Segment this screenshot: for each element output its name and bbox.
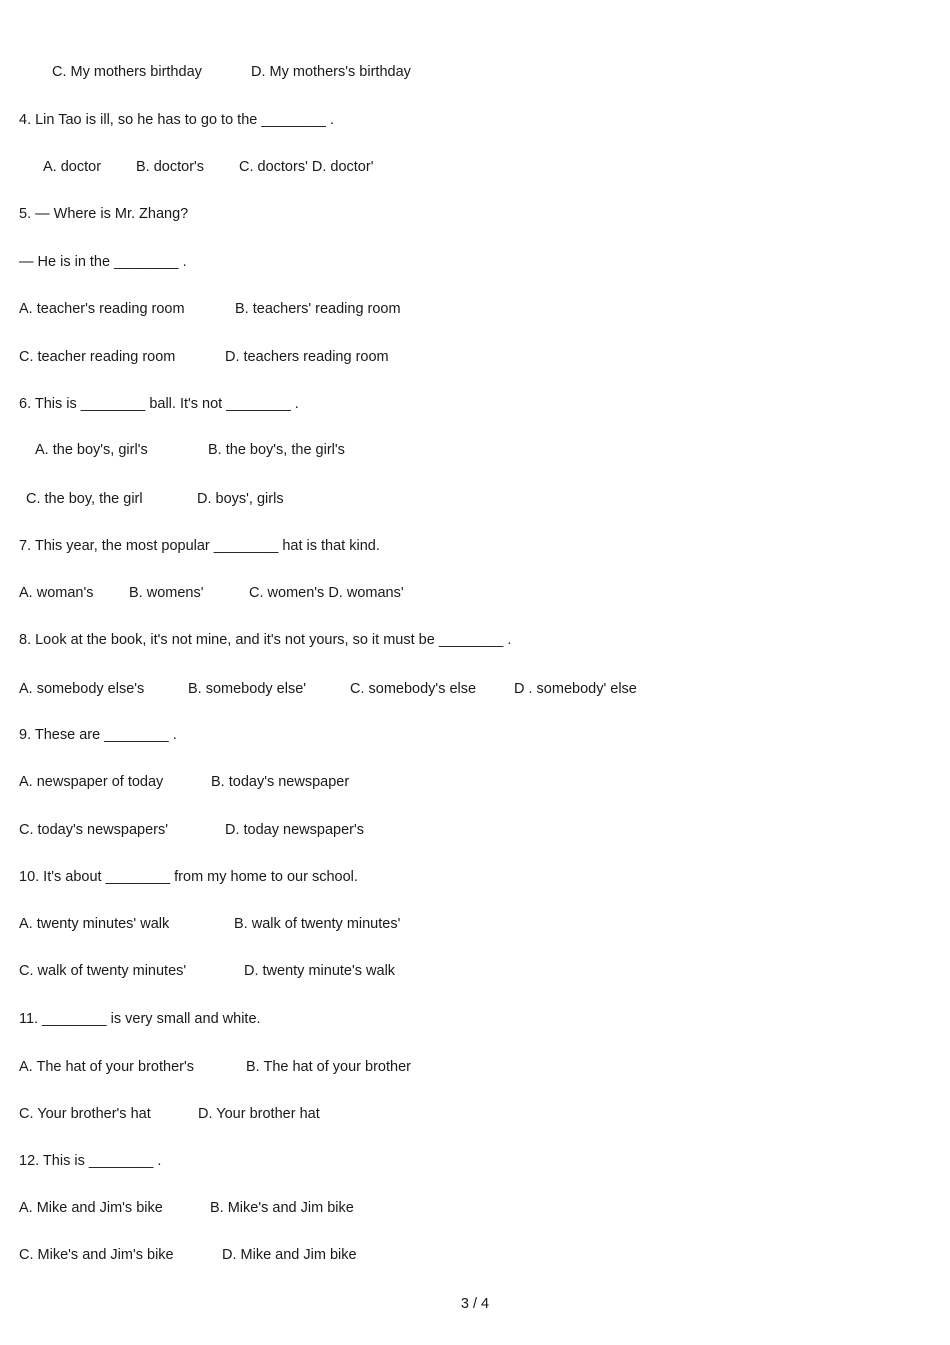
answer-option: A. teacher's reading room: [19, 301, 185, 317]
question-text: 9. These are ________ .: [19, 727, 177, 743]
answer-option: D. Mike and Jim bike: [222, 1247, 357, 1263]
answer-option: B. Mike's and Jim bike: [210, 1200, 354, 1216]
answer-option: C. Mike's and Jim's bike: [19, 1247, 174, 1263]
answer-option: B. walk of twenty minutes': [234, 916, 401, 932]
question-text: 8. Look at the book, it's not mine, and it's not yours, so it must be ________ .: [19, 632, 512, 648]
answer-option: A. the boy's, girl's: [35, 442, 148, 458]
answer-option: B. teachers' reading room: [235, 301, 401, 317]
answer-option: A. Mike and Jim's bike: [19, 1200, 163, 1216]
question-text: 11. ________ is very small and white.: [19, 1011, 261, 1027]
answer-option: C. walk of twenty minutes': [19, 963, 187, 979]
question-text: 10. It's about ________ from my home to our school.: [19, 869, 358, 885]
answer-option: D. Your brother hat: [198, 1106, 320, 1122]
answer-option: C. My mothers birthday: [52, 64, 202, 80]
answer-option: C. Your brother's hat: [19, 1106, 151, 1122]
question-text: 7. This year, the most popular ________ hat is that kind.: [19, 538, 380, 554]
answer-option: D. today newspaper's: [225, 822, 364, 838]
answer-option: C. teacher reading room: [19, 349, 176, 365]
answer-option: D. boys', girls: [197, 491, 284, 507]
answer-option: C. somebody's else: [350, 681, 477, 697]
question-text: 6. This is ________ ball. It's not ________ .: [19, 396, 299, 412]
question-text: — He is in the ________ .: [19, 254, 187, 270]
answer-option: C. women's D. womans': [249, 585, 404, 601]
answer-option: D . somebody' else: [514, 681, 637, 697]
answer-option: C. the boy, the girl: [26, 491, 143, 507]
question-text: 12. This is ________ .: [19, 1153, 162, 1169]
page-number: 3 / 4: [460, 1296, 490, 1312]
answer-option: A. newspaper of today: [19, 774, 164, 790]
answer-option: B. the boy's, the girl's: [208, 442, 345, 458]
answer-option: C. today's newspapers': [19, 822, 169, 838]
answer-option: A. The hat of your brother's: [19, 1059, 194, 1075]
answer-option: A. somebody else's: [19, 681, 145, 697]
answer-option: C. doctors' D. doctor': [239, 159, 374, 175]
answer-option: D. teachers reading room: [225, 349, 389, 365]
answer-option: B. The hat of your brother: [246, 1059, 411, 1075]
answer-option: A. doctor: [43, 159, 102, 175]
answer-option: D. twenty minute's walk: [244, 963, 396, 979]
answer-option: A. twenty minutes' walk: [19, 916, 170, 932]
answer-option: B. somebody else': [188, 681, 307, 697]
answer-option: B. doctor's: [136, 159, 205, 175]
answer-option: A. woman's: [19, 585, 94, 601]
question-text: 5. — Where is Mr. Zhang?: [19, 206, 189, 222]
question-text: 4. Lin Tao is ill, so he has to go to the ________ .: [19, 112, 334, 128]
answer-option: B. womens': [129, 585, 204, 601]
answer-option: B. today's newspaper: [211, 774, 350, 790]
answer-option: D. My mothers's birthday: [251, 64, 411, 80]
